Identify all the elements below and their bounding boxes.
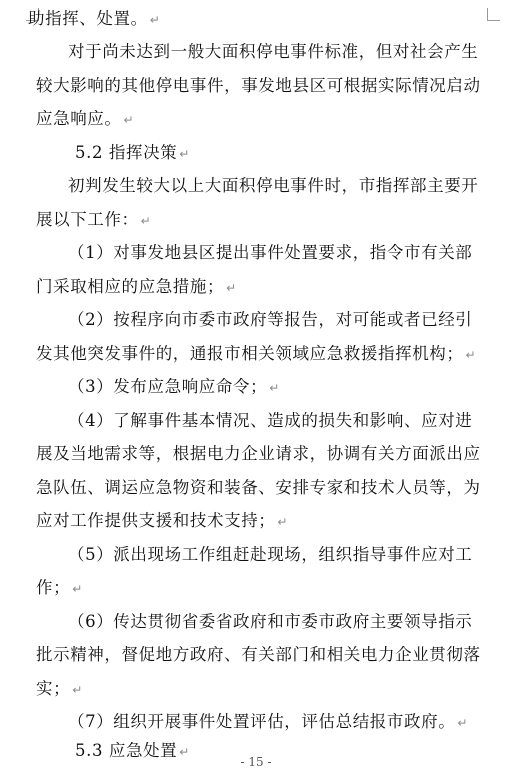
paragraph-mark-icon: ↵ [140,214,152,228]
paragraph-mark-icon: ↵ [277,515,289,529]
list-item-1: （1）对事发地县区提出事件处置要求，指令市有关部 [68,243,473,262]
text-line: 实； ↵ [36,679,83,698]
text-line: 作； ↵ [36,578,83,597]
section-heading: 5.3 应急处置 ↵ [75,741,190,758]
text-line: 急队伍、调运应急物资和装备、安排专家和技术人员等，为 [36,478,481,497]
text-line: 对于尚未达到一般大面积停电事件标准，但对社会产生 [68,42,479,61]
section-heading: 5.2 指挥决策 ↵ [75,143,190,162]
page-number: - 15 - [240,755,272,769]
list-item-4: （4）了解事件基本情况、造成的损失和影响、应对进 [68,411,473,430]
text-line: 门采取相应的应急措施； ↵ [36,277,237,296]
text-line: 初判发生较大以上大面积停电事件时，市指挥部主要开 [68,176,479,195]
text-line: 展以下工作： ↵ [36,210,152,229]
paragraph-mark-icon: ↵ [72,582,83,596]
paragraph-mark-icon: ↵ [149,13,161,27]
paragraph-mark-icon: ↵ [72,683,83,697]
list-item-6: （6）传达贯彻省委省政府和市委市政府主要领导指示 [68,612,473,631]
paragraph-mark-icon: ↵ [226,281,237,295]
text-line: 发其他突发事件的，通报市相关领域应急救援指挥机构； ↵ [36,344,477,363]
text-line: 展及当地需求等，根据电力企业请求，协调有关方面派出应 [36,444,481,463]
paragraph-mark-icon: ↵ [457,716,468,730]
text-line: 批示精神，督促地方政府、有关部门和相关电力企业贯彻落 [36,645,481,664]
list-item-7: （7）组织开展事件处置评估，评估总结报市政府。 ↵ [68,712,468,731]
paragraph-mark-icon: ↵ [465,348,477,362]
paragraph-mark-icon: ↵ [179,147,190,161]
text-line: 较大影响的其他停电事件，事发地县区可根据实际情况启动 [36,76,481,95]
list-item-3: （3）发布应急响应命令； ↵ [68,377,280,396]
list-item-5: （5）派出现场工作组赶赴现场，组织指导事件应对工 [68,545,473,564]
paragraph-mark-icon: ↵ [269,381,280,395]
paragraph-mark-icon: ↵ [123,113,135,127]
text-line: 助指挥、处置。 ↵ [28,9,161,28]
paragraph-mark-icon: ↵ [179,745,190,758]
text-line: 应急响应。 ↵ [36,109,135,128]
text-line: 应对工作提供支援和技术支持； ↵ [36,511,289,530]
list-item-2: （2）按程序向市委市政府等报告，对可能或者已经引 [68,310,473,329]
